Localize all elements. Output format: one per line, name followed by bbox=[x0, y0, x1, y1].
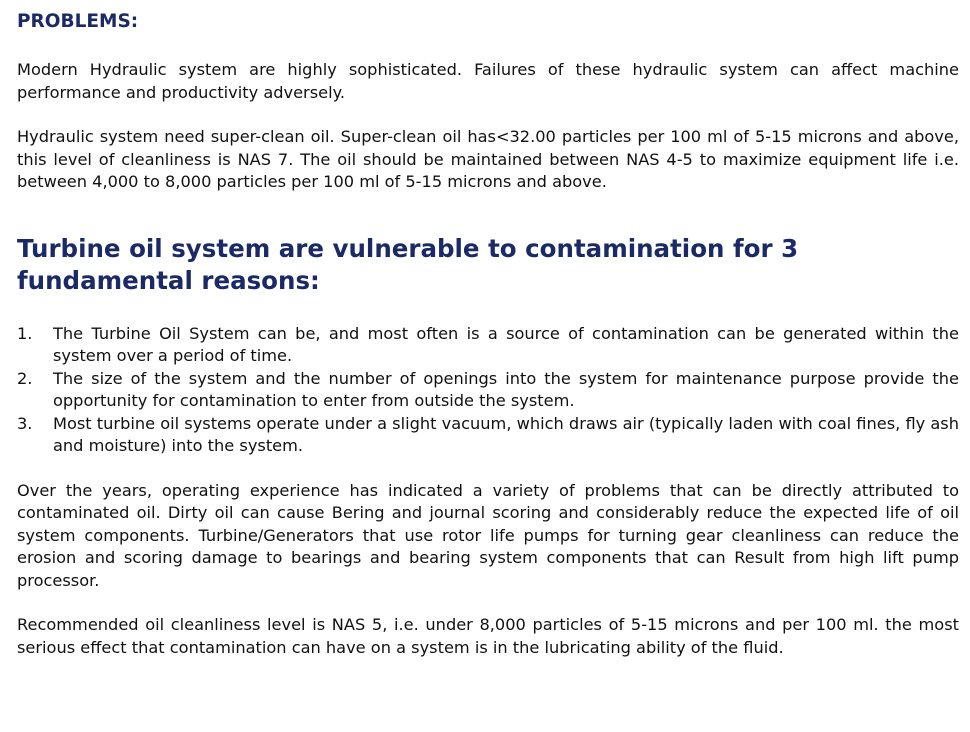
list-item-text: Most turbine oil systems operate under a slight vacuum, which draws air (typically laden with coal fines, fly ash and moisture) into the system. bbox=[53, 413, 959, 455]
list-item-text: The size of the system and the number of openings into the system for maintenance purpose provide the opportunity for contamination to enter from outside the system. bbox=[53, 368, 959, 410]
reasons-list bbox=[17, 323, 959, 458]
list-item-number: 1. bbox=[17, 323, 33, 343]
recommendation-paragraph: Recommended oil cleanliness level is NAS 5, i.e. under 8,000 particles of 5-15 microns and per 100 ml. the most serious effect that contamination can have on a system is in the lubricating ability of the fluid. bbox=[17, 615, 959, 657]
experience-paragraph: Over the years, operating experience has indicated a variety of problems that can be directly attributed to contaminated oil. Dirty oil can cause Bering and journal scoring and considerably reduce the expected life of oil system components. Turbine/Generators that use rotor life pumps for turning gear cleanliness can reduce the erosion and scoring damage to bearings and bearing system components that can Result from high lift pump processor. bbox=[17, 480, 959, 590]
list-item bbox=[17, 413, 959, 458]
list-item bbox=[17, 323, 959, 368]
turbine-heading: Turbine oil system are vulnerable to contamination for 3 fundamental reasons: bbox=[17, 233, 799, 295]
list-item-number: 3. bbox=[17, 413, 33, 433]
list-item-number: 2. bbox=[17, 368, 33, 388]
cleanliness-paragraph: Hydraulic system need super-clean oil. Super-clean oil has<32.00 particles per 100 ml of 5-15 microns and above, this level of cleanliness is NAS 7. The oil should be maintained between NAS 4-5 to maximize equipment life i.e. between 4,000 to 8,000 particles per 100 ml of 5-15 microns and above. bbox=[17, 127, 959, 191]
problems-heading: PROBLEMS: bbox=[17, 11, 139, 32]
list-item-text: The Turbine Oil System can be, and most often is a source of contamination can be generated within the system over a period of time. bbox=[53, 323, 959, 365]
list-item bbox=[17, 368, 959, 413]
intro-paragraph: Modern Hydraulic system are highly sophisticated. Failures of these hydraulic system can affect machine performance and productivity adversely. bbox=[17, 60, 959, 102]
document-page bbox=[17, 9, 959, 659]
